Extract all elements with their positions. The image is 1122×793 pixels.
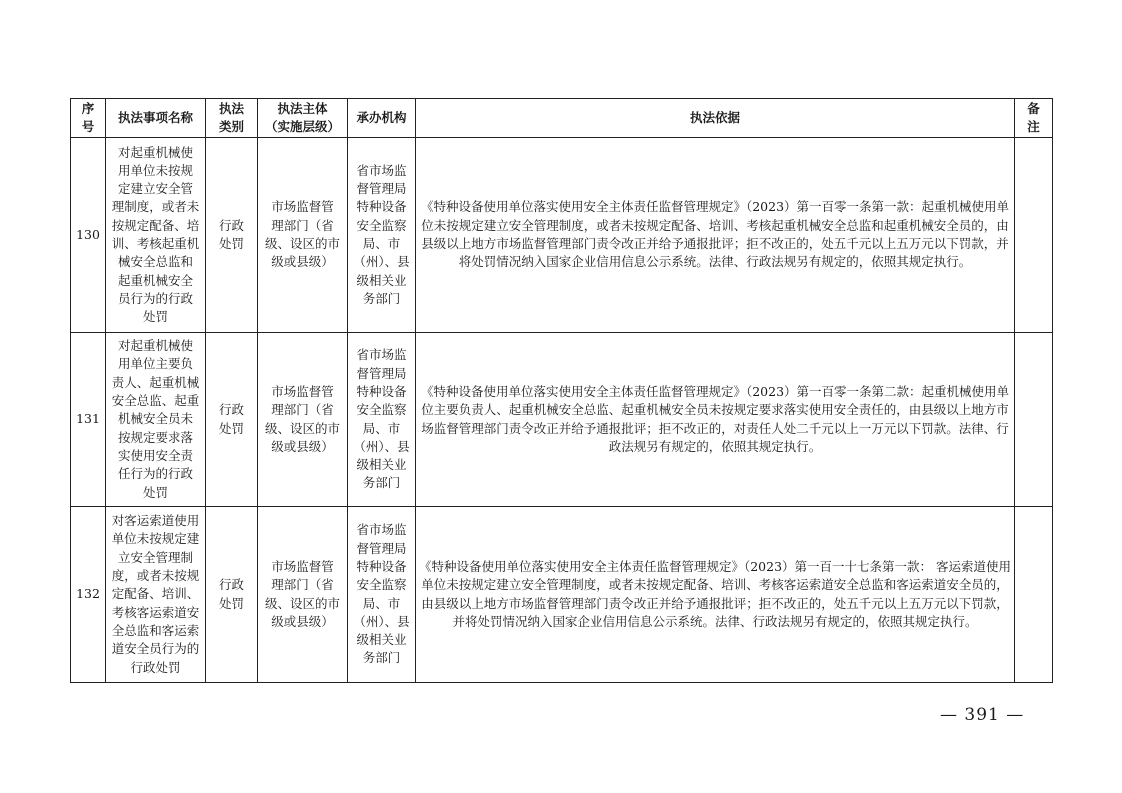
header-agency: 承办机构 xyxy=(348,99,416,138)
cell-agency: 省市场监 督管理局 特种设备 安全监察 局、市 （州）、县 级相关业 务部门 xyxy=(348,507,416,683)
table-row xyxy=(71,333,1053,507)
cell-no: 131 xyxy=(71,333,106,507)
cell-subject: 市场监督管 理部门（省 级、设区的市 级或县级） xyxy=(258,138,348,333)
cell-basis: 《特种设备使用单位落实使用安全主体责任监督管理规定》（2023）第一百零一条第一款：起重机械使用单位未按规定建立安全管理制度，或者未按规定配备、培训、考核起重机械安全总监和起重机械安全员的，由县级以上地方市场监督管理部门责令改正并给予通报批评；拒不改正的，处五千元以上五万元以下罚款，并将处罚情况纳入国家企业信用信息公示系统。法律、行政法规另有规定的，依照其规定执行。 xyxy=(416,138,1015,333)
cell-category: 行政 处罚 xyxy=(206,138,258,333)
cell-name: 对起重机械使 用单位未按规 定建立安全管 理制度，或者未 按规定配备、培 训、考核起重机 械安全总监和 起重机械安全 员行为的行政 处罚 xyxy=(106,138,206,333)
header-name: 执法事项名称 xyxy=(106,99,206,138)
header-no: 序 号 xyxy=(71,99,106,138)
cell-subject: 市场监督管 理部门（省 级、设区的市 级或县级） xyxy=(258,333,348,507)
cell-agency: 省市场监 督管理局 特种设备 安全监察 局、市 （州）、县 级相关业 务部门 xyxy=(348,138,416,333)
header-category: 执法 类别 xyxy=(206,99,258,138)
header-row xyxy=(71,99,1053,138)
table-row xyxy=(71,507,1053,683)
cell-name: 对客运索道使用 单位未按规定建 立安全管理制 度，或者未按规 定配备、培训、 考核客运索道安 全总监和客运索 道安全员行为的 行政处罚 xyxy=(106,507,206,683)
page-number: — 391 — xyxy=(940,705,1025,725)
cell-name: 对起重机械使 用单位主要负 责人、起重机械 安全总监、起重 机械安全员未 按规定要求落 实使用安全责 任行为的行政 处罚 xyxy=(106,333,206,507)
table-row xyxy=(71,138,1053,333)
cell-no: 130 xyxy=(71,138,106,333)
header-basis: 执法依据 xyxy=(416,99,1015,138)
cell-category: 行政 处罚 xyxy=(206,333,258,507)
header-remark: 备 注 xyxy=(1015,99,1053,138)
cell-category: 行政 处罚 xyxy=(206,507,258,683)
header-subject: 执法主体 （实施层级） xyxy=(258,99,348,138)
cell-subject: 市场监督管 理部门（省 级、设区的市 级或县级） xyxy=(258,507,348,683)
cell-remark xyxy=(1015,138,1053,333)
cell-agency: 省市场监 督管理局 特种设备 安全监察 局、市 （州）、县 级相关业 务部门 xyxy=(348,333,416,507)
enforcement-table xyxy=(70,98,1053,683)
cell-basis: 《特种设备使用单位落实使用安全主体责任监督管理规定》（2023）第一百零一条第二款：起重机械使用单位主要负责人、起重机械安全总监、起重机械安全员未按规定要求落实使用安全责任的，由县级以上地方市场监督管理部门责令改正并给予通报批评；拒不改正的，对责任人处二千元以上一万元以下罚款。法律、行政法规另有规定的，依照其规定执行。 xyxy=(416,333,1015,507)
cell-remark xyxy=(1015,333,1053,507)
cell-remark xyxy=(1015,507,1053,683)
cell-basis: 《特种设备使用单位落实使用安全主体责任监督管理规定》（2023）第一百一十七条第一款： 客运索道使用单位未按规定建立安全管理制度，或者未按规定配备、培训、考核客运索道安全总监和客运索道安全员的，由县级以上地方市场监督管理部门责令改正并给予通报批评；拒不改正的，处五千元以上五万元以下罚款，并将处罚情况纳入国家企业信用信息公示系统。法律、行政法规另有规定的，依照其规定执行。 xyxy=(416,507,1015,683)
cell-no: 132 xyxy=(71,507,106,683)
